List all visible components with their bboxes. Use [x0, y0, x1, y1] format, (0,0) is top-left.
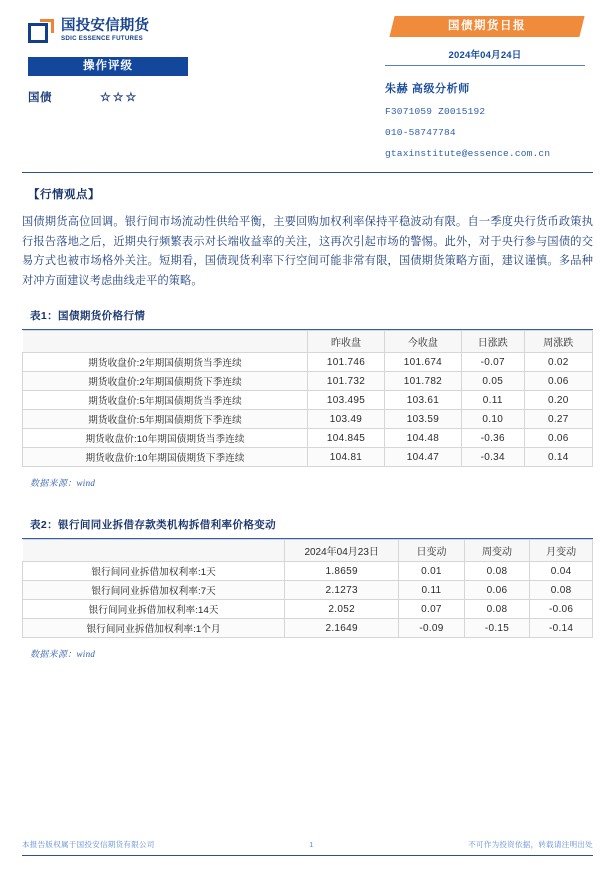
table1-body — [23, 353, 593, 467]
table1-source: 数据来源：wind — [30, 478, 96, 488]
report-date: 2024年04月24日 — [385, 47, 585, 66]
table2-r3-c4: -0.14 — [530, 619, 593, 638]
page-footer — [22, 839, 593, 856]
table2-r2-c1: 2.052 — [285, 600, 399, 619]
analyst-name: 朱赫 高级分析师 — [385, 83, 470, 95]
table1-r0-c4: 0.02 — [524, 353, 592, 372]
rating-row — [28, 89, 278, 105]
table1-r4-c1: 104.845 — [308, 429, 385, 448]
table2-r3-c1: 2.1649 — [285, 619, 399, 638]
table1-r5-label: 期货收盘价:10年期国债期货下季连续 — [23, 448, 308, 467]
table2-header-row — [23, 540, 593, 562]
table2-r2-c3: 0.08 — [464, 600, 530, 619]
table2-r3-label: 银行间同业拆借加权利率:1个月 — [23, 619, 285, 638]
table1-r4-c3: -0.36 — [461, 429, 524, 448]
table1-r3-c2: 103.59 — [384, 410, 461, 429]
analyst-email[interactable]: gtaxinstitute@essence.com.cn — [385, 148, 551, 159]
table1-r3-c1: 103.49 — [308, 410, 385, 429]
header-left-block — [28, 18, 278, 105]
table-row — [23, 600, 593, 619]
table1-col-0 — [23, 331, 308, 353]
page-header — [0, 0, 615, 168]
rating-instrument-label: 国债 — [28, 92, 52, 104]
market-view-heading: 【行情观点】 — [28, 189, 100, 201]
table2-r0-c2: 0.01 — [399, 562, 465, 581]
logo-name-en: SDIC ESSENCE FUTURES — [61, 34, 144, 42]
rating-stars-icon: ☆☆☆ — [100, 89, 139, 104]
analyst-license: F3071059 Z0015192 — [385, 106, 486, 117]
table2-caption: 表2：银行间同业拆借存款类机构拆借利率价格变动 — [30, 519, 277, 531]
table1-r1-label: 期货收盘价:2年期国债期货下季连续 — [23, 372, 308, 391]
table1-header-row — [23, 331, 593, 353]
report-title-banner — [392, 16, 582, 37]
table2-r1-c2: 0.11 — [399, 581, 465, 600]
table1-r1-c3: 0.05 — [461, 372, 524, 391]
rating-bar-title: 操作评级 — [28, 57, 188, 76]
footer-disclaimer: 不可作为投资依据，转载请注明出处 — [468, 840, 593, 849]
header-right-block — [385, 16, 593, 159]
table1-r3-c4: 0.27 — [524, 410, 592, 429]
table-row — [23, 619, 593, 638]
table1-r0-c2: 101.674 — [384, 353, 461, 372]
table1-r3-label: 期货收盘价:5年期国债期货下季连续 — [23, 410, 308, 429]
table2-r1-c3: 0.06 — [464, 581, 530, 600]
table1-r0-label: 期货收盘价:2年期国债期货当季连续 — [23, 353, 308, 372]
table2-col-3: 周变动 — [464, 540, 530, 562]
table1-col-2: 今收盘 — [384, 331, 461, 353]
table1-col-3: 日涨跌 — [461, 331, 524, 353]
table1-r1-c1: 101.732 — [308, 372, 385, 391]
table1-r5-c2: 104.47 — [384, 448, 461, 467]
table-row — [23, 562, 593, 581]
table2-block — [22, 517, 593, 660]
company-logo — [28, 18, 278, 45]
table1-r3-c3: 0.10 — [461, 410, 524, 429]
table1-r2-c2: 103.61 — [384, 391, 461, 410]
table1 — [22, 330, 593, 467]
table-row — [23, 581, 593, 600]
table1-r1-c4: 0.06 — [524, 372, 592, 391]
table2-r3-c2: -0.09 — [399, 619, 465, 638]
table2-col-0 — [23, 540, 285, 562]
table1-block — [22, 308, 593, 489]
footer-page-number: 1 — [309, 840, 314, 849]
table2-col-4: 月变动 — [530, 540, 593, 562]
table-row — [23, 429, 593, 448]
table1-r2-c4: 0.20 — [524, 391, 592, 410]
table1-r2-c1: 103.495 — [308, 391, 385, 410]
table2 — [22, 539, 593, 638]
market-view-paragraph: 国债期货高位回调。银行间市场流动性供给平衡，主要回购加权利率保持平稳波动有限。自一季度央行货币政策执行报告落地之后，近期央行频繁表示对长端收益率的关注，这再次引起市场的警惕。此外，对于央行参与国债的交易方式也被市场格外关注。短期看，国债现货利率下行空间可能非常有限，国债期货策略方面，建议谨慎。多品种对冲方面建议考虑曲线走平的策略。 — [22, 216, 593, 287]
logo-name-cn: 国投安信期货 — [61, 18, 150, 34]
table2-r2-label: 银行间同业拆借加权利率:14天 — [23, 600, 285, 619]
table1-r4-label: 期货收盘价:10年期国债期货当季连续 — [23, 429, 308, 448]
table-row — [23, 353, 593, 372]
table2-r2-c4: -0.06 — [530, 600, 593, 619]
table1-r2-c3: 0.11 — [461, 391, 524, 410]
table1-r1-c2: 101.782 — [384, 372, 461, 391]
table2-source: 数据来源：wind — [30, 649, 96, 659]
table2-r1-label: 银行间同业拆借加权利率:7天 — [23, 581, 285, 600]
table1-r4-c2: 104.48 — [384, 429, 461, 448]
table2-r0-c3: 0.08 — [464, 562, 530, 581]
table2-r0-label: 银行间同业拆借加权利率:1天 — [23, 562, 285, 581]
table-row — [23, 410, 593, 429]
table-row — [23, 372, 593, 391]
table2-r1-c4: 0.08 — [530, 581, 593, 600]
table1-r0-c3: -0.07 — [461, 353, 524, 372]
footer-divider — [22, 855, 593, 856]
table1-r5-c1: 104.81 — [308, 448, 385, 467]
table1-caption: 表1：国债期货价格行情 — [30, 310, 146, 322]
table-row — [23, 448, 593, 467]
report-title-text: 国债期货日报 — [448, 20, 526, 32]
table1-r0-c1: 101.746 — [308, 353, 385, 372]
table1-r4-c4: 0.06 — [524, 429, 592, 448]
table2-r2-c2: 0.07 — [399, 600, 465, 619]
table2-r3-c3: -0.15 — [464, 619, 530, 638]
table2-body — [23, 562, 593, 638]
report-content — [22, 186, 593, 660]
analyst-phone: 010-58747784 — [385, 127, 456, 138]
table2-r1-c1: 2.1273 — [285, 581, 399, 600]
footer-copyright: 本报告版权属于国投安信期货有限公司 — [22, 840, 155, 849]
table2-r0-c4: 0.04 — [530, 562, 593, 581]
table2-col-1: 2024年04月23日 — [285, 540, 399, 562]
table2-r0-c1: 1.8659 — [285, 562, 399, 581]
table1-r2-label: 期货收盘价:5年期国债期货当季连续 — [23, 391, 308, 410]
table1-col-4: 周涨跌 — [524, 331, 592, 353]
table1-r5-c4: 0.14 — [524, 448, 592, 467]
table1-col-1: 昨收盘 — [308, 331, 385, 353]
logo-mark-icon — [28, 19, 54, 45]
header-divider — [22, 172, 593, 173]
table2-col-2: 日变动 — [399, 540, 465, 562]
table-row — [23, 391, 593, 410]
table1-r5-c3: -0.34 — [461, 448, 524, 467]
